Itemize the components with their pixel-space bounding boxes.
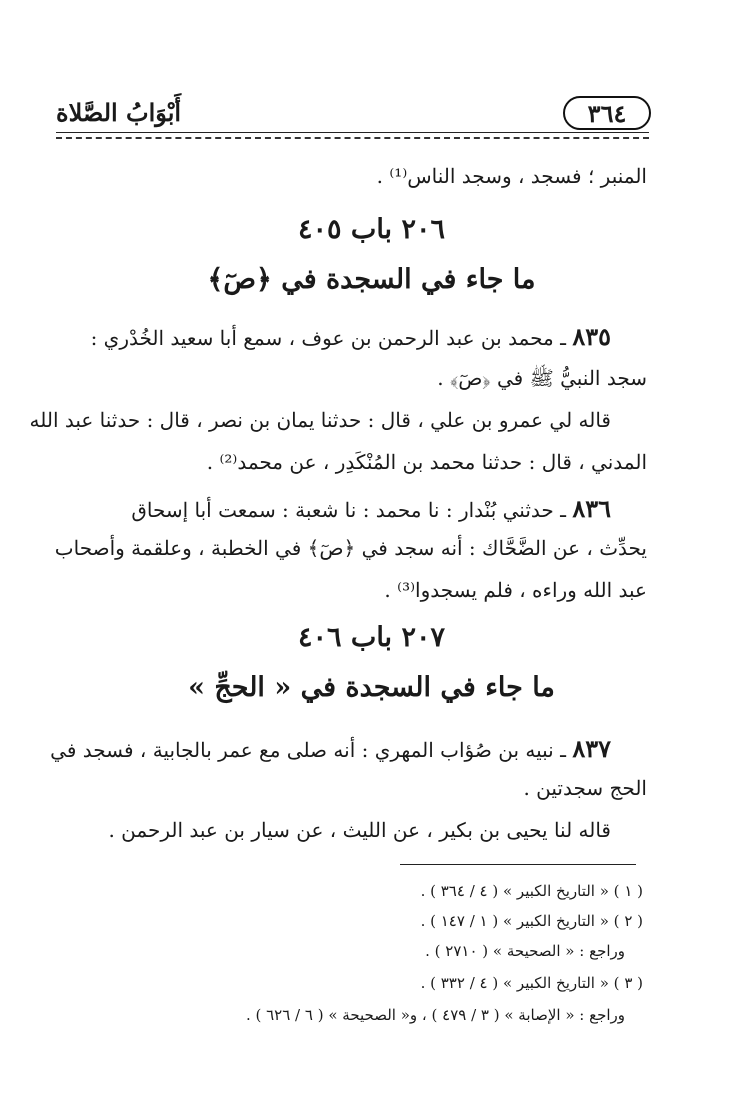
hadith-835-isnad-2: المدني ، قال : حدثنا محمد بن المُنْكَدِر ، عن محمد⁽²⁾ . bbox=[206, 450, 647, 474]
hadith-836-text: ـ حدثني بُنْدار : نا محمد : نا شعبة : سمعت أبا إسحاق bbox=[131, 498, 566, 522]
footnote-3: ( ٣ ) « التاريخ الكبير » ( ٤ / ٣٣٢ ) . bbox=[420, 974, 643, 992]
hadith-number-835: ٨٣٥ bbox=[572, 322, 611, 351]
chapter-number-207: ٢٠٧ باب ٤٠٦ bbox=[298, 622, 445, 653]
page-number: ٣٦٤ bbox=[563, 96, 651, 130]
hadith-835-text: ـ محمد بن عبد الرحمن بن عوف ، سمع أبا سعيد الخُدْري : bbox=[90, 326, 566, 350]
running-title: أَبْوَابُ الصَّلاة bbox=[56, 98, 182, 127]
hadith-number-837: ٨٣٧ bbox=[572, 734, 611, 763]
hadith-837-isnad: قاله لنا يحيى بن بكير ، عن الليث ، عن سيار بن عبد الرحمن . bbox=[108, 818, 611, 842]
hadith-837-line-2: الحج سجدتين . bbox=[523, 776, 647, 800]
chapter-number-206: ٢٠٦ باب ٤٠٥ bbox=[298, 214, 445, 245]
hadith-836-line-1 bbox=[46, 494, 611, 523]
chapter-title-206: ما جاء في السجدة في ﴿صٓ﴾ bbox=[207, 264, 536, 295]
hadith-837-line-1 bbox=[46, 734, 611, 763]
header-rule bbox=[56, 132, 649, 139]
footnote-1: ( ١ ) « التاريخ الكبير » ( ٤ / ٣٦٤ ) . bbox=[420, 882, 643, 900]
footnote-3-continued: وراجع : « الإصابة » ( ٣ / ٤٧٩ ) ، و« الصحيحة » ( ٦ / ٦٢٦ ) . bbox=[245, 1006, 625, 1024]
hadith-number-836: ٨٣٦ bbox=[572, 494, 611, 523]
hadith-837-text: ـ نبيه بن صُؤاب المهري : أنه صلى مع عمر بالجابية ، فسجد في bbox=[50, 738, 566, 762]
chapter-title-207: ما جاء في السجدة في « الحجِّ » bbox=[188, 672, 555, 703]
hadith-835-line-1 bbox=[46, 322, 611, 351]
continuation-line: المنبر ؛ فسجد ، وسجد الناس⁽¹⁾ . bbox=[376, 164, 647, 188]
footnote-2-continued: وراجع : « الصحيحة » ( ٢٧١٠ ) . bbox=[425, 942, 625, 960]
footnote-2: ( ٢ ) « التاريخ الكبير » ( ١ / ١٤٧ ) . bbox=[420, 912, 643, 930]
footnote-separator bbox=[400, 864, 636, 865]
hadith-835-line-2: سجد النبيُّ ﷺ في ﴿صٓ﴾ . bbox=[437, 366, 647, 390]
hadith-836-line-3: عبد الله وراءه ، فلم يسجدوا⁽³⁾ . bbox=[384, 578, 647, 602]
hadith-835-isnad-1: قاله لي عمرو بن علي ، قال : حدثنا يمان بن نصر ، قال : حدثنا عبد الله bbox=[29, 408, 611, 432]
hadith-836-line-2: يحدِّث ، عن الضَّحَّاك : أنه سجد في ﴿صٓ﴾ في الخطبة ، وعلقمة وأصحاب bbox=[54, 536, 647, 560]
